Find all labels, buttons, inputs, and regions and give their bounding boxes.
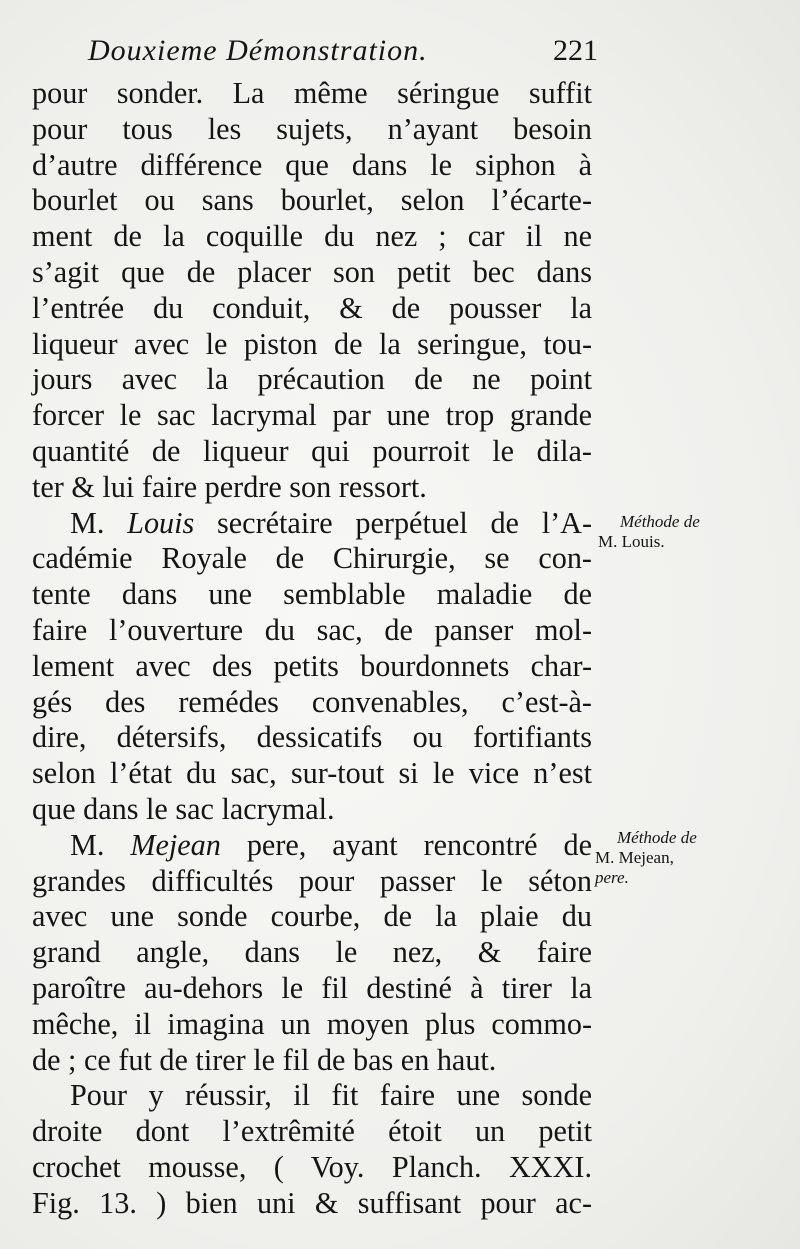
text-line: s’agit que de placer son petit bec dans xyxy=(32,254,592,289)
text-line: grand angle, dans le nez, & faire xyxy=(32,935,592,970)
text-line: Fig. 13. ) bien uni & suffisant pour ac- xyxy=(32,1185,592,1220)
margin-note-line: Méthode de xyxy=(620,512,700,531)
page-header xyxy=(88,34,598,74)
text-line: jours avec la précaution de ne point xyxy=(32,362,592,397)
salutation: M. xyxy=(70,827,131,862)
text-line: de ; ce fut de tirer le fil de bas en haut. xyxy=(32,1042,497,1077)
text-line: bourlet ou sans bourlet, selon l’écarte- xyxy=(32,183,592,218)
paragraph-first-line xyxy=(32,828,592,864)
person-name-louis: Louis xyxy=(127,505,195,540)
paragraph-first-line: Pour y réussir, il fit faire une sonde xyxy=(70,1078,592,1113)
text-line: lement avec des petits bourdonnets char- xyxy=(32,648,592,683)
margin-note-line: pere. xyxy=(595,868,629,887)
text-line: cadémie Royale de Chirurgie, se con- xyxy=(32,541,592,576)
text-line: quantité de liqueur qui pourroit le dila- xyxy=(32,433,592,468)
text-line: grandes difficultés pour passer le séton xyxy=(32,863,592,898)
text-line: avec une sonde courbe, de la plaie du xyxy=(32,899,592,934)
text-line: gés des remédes convenables, c’est-à- xyxy=(32,684,592,719)
margin-note-louis xyxy=(598,512,738,552)
text-line: liqueur avec le piston de la seringue, tou- xyxy=(32,326,592,361)
text-line: que dans le sac lacrymal. xyxy=(32,791,335,826)
text-line: l’entrée du conduit, & de pousser la xyxy=(32,290,592,325)
margin-note-line: M. Mejean, xyxy=(595,848,674,867)
body-text xyxy=(32,76,592,1222)
text-line: selon l’état du sac, sur-tout si le vice n’est xyxy=(32,756,592,791)
text-line: dire, détersifs, dessicatifs ou fortifiants xyxy=(32,720,592,755)
text-line: faire l’ouverture du sac, de panser mol- xyxy=(32,612,592,647)
text-line: ter & lui faire perdre son ressort. xyxy=(32,469,427,504)
text-line: ment de la coquille du nez ; car il ne xyxy=(32,219,592,254)
text-line: crochet mousse, ( Voy. Planch. XXXI. xyxy=(32,1149,592,1184)
text-line: tente dans une semblable maladie de xyxy=(32,577,592,612)
salutation: M. xyxy=(70,505,128,540)
text-line: d’autre différence que dans le siphon à xyxy=(32,147,592,182)
line-remainder: secrétaire perpétuel de l’A- xyxy=(194,505,593,540)
paragraph-first-line xyxy=(32,506,592,542)
margin-note-mejean xyxy=(595,828,735,888)
text-line: paroître au-dehors le fil destiné à tirer la xyxy=(32,970,592,1005)
margin-note-line: M. Louis. xyxy=(598,532,665,551)
margin-note-line: Méthode de xyxy=(617,828,697,847)
person-name-mejean: Mejean xyxy=(130,827,221,862)
line-remainder: pere, ayant rencontré de xyxy=(220,827,592,862)
text-line: droite dont l’extrêmité étoit un petit xyxy=(32,1114,592,1149)
text-line: mêche, il imagina un moyen plus commo- xyxy=(32,1006,592,1041)
text-line: forcer le sac lacrymal par une trop grande xyxy=(32,398,592,433)
page-number: 221 xyxy=(553,34,598,67)
running-title: Douxieme Démonstration. xyxy=(88,34,428,67)
text-line: pour tous les sujets, n’ayant besoin xyxy=(32,111,592,146)
text-line: pour sonder. La même séringue suffit xyxy=(32,76,592,110)
